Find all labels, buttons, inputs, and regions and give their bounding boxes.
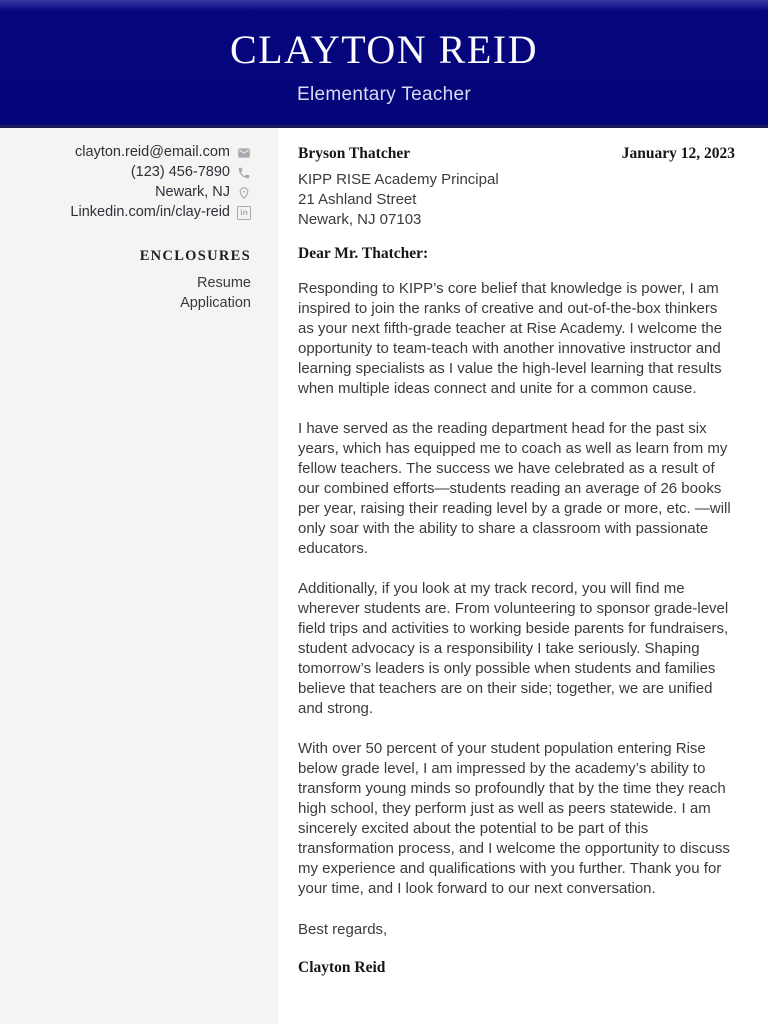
recipient-address-line: 21 Ashland Street (298, 191, 417, 208)
letter-content (0, 128, 768, 1024)
letter-paragraph-3: Additionally, if you look at my track record, you will find me wherever students are. From volunteering to sponsor grade-level field trips and activities to working beside parents for fundraisers, student advocacy is a responsibility I take seriously. Shaping tomorrow’s leaders is only possible when students and families believe that teachers are on their side; together, we are unified and strong. (298, 580, 729, 717)
enclosures-heading: ENCLOSURES (139, 248, 251, 264)
candidate-name: CLAYTON REID (229, 27, 539, 72)
contact-linkedin (10, 205, 251, 220)
letter-paragraph-4: With over 50 percent of your student population entering Rise below grade level, I am impressed by the academy’s ability to transform young minds so profoundly that by the time they reach high school, they perform just as well as peers statewide. I am sincerely excited about the potential to be part of this transformation process, and I welcome the opportunity to discuss my experience and qualifications with you further. Thank you for your time, and I look forward to our next conversation. (298, 740, 730, 897)
enclosure-item-resume: Resume (197, 275, 251, 291)
letter-date: January 12, 2023 (621, 145, 735, 162)
letter-head-row (298, 144, 735, 164)
enclosure-item-application: Application (180, 295, 251, 311)
contact-phone-label: (123) 456-7890 (130, 164, 230, 180)
signature: Clayton Reid (298, 959, 386, 976)
letter-paragraph-2: I have served as the reading department head for the past six years, which has equipped me to coach as well as learn from my fellow teachers. The success we have celebrated as a result of our combined efforts—students reading an average of 26 books per year, raising their reading level by a grade or more, etc. —will only soar with the ability to share a classroom with passionate educators. (298, 420, 731, 557)
phone-icon (237, 166, 251, 180)
recipient-address-line: Newark, NJ 07103 (298, 211, 422, 228)
letter-body (278, 128, 768, 1024)
contact-phone (10, 165, 251, 180)
candidate-title: Elementary Teacher (296, 84, 472, 105)
contact-email (10, 145, 251, 160)
contact-location-label: Newark, NJ (155, 184, 230, 200)
sidebar (0, 128, 278, 1024)
recipient-name: Bryson Thatcher (298, 145, 411, 162)
recipient-address-line: KIPP RISE Academy Principal (298, 171, 499, 188)
linkedin-icon: in (237, 206, 251, 220)
closing: Best regards, (298, 921, 388, 938)
recipient-address (298, 170, 735, 230)
letter-paragraph-1: Responding to KIPP’s core belief that knowledge is power, I am inspired to join the ranks of creative and out-of-the-box thinkers as your next fifth-grade teacher at Rise Academy. I welcome the opportunity to team-teach with another innovative instructor and learning specialists as I value the high-level learning that results when multiple ideas connect and unite for a common cause. (298, 280, 723, 397)
salutation: Dear Mr. Thatcher: (298, 245, 429, 262)
letter-header (0, 0, 768, 128)
contact-linkedin-label: Linkedin.com/in/clay-reid (70, 204, 230, 220)
contact-email-label: clayton.reid@email.com (75, 144, 230, 160)
email-icon (237, 146, 251, 160)
location-icon (237, 186, 251, 200)
contact-location (10, 185, 251, 200)
